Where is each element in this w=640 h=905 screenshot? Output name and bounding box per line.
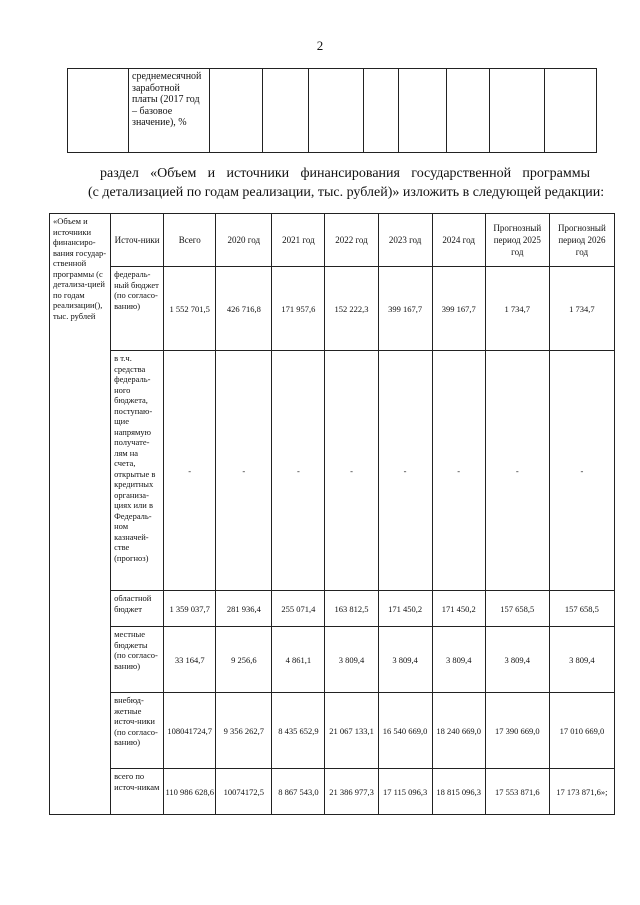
intro-line-1: раздел «Объем и источники финансирования государственной программы [100,166,590,181]
top-cell-empty [210,69,263,153]
value-cell: 18 815 096,3 [432,769,485,815]
col-header-total: Всего [164,214,216,267]
value-cell: - [378,351,432,591]
table-row-total [50,769,615,815]
value-cell: 399 167,7 [378,267,432,351]
value-cell: 426 716,8 [216,267,272,351]
value-cell: 10074172,5 [216,769,272,815]
value-cell: 108041724,7 [164,693,216,769]
indicator-table-fragment [67,68,597,153]
value-cell: 21 386 977,3 [325,769,378,815]
col-header-2025-forecast: Прогнозный период 2025 год [485,214,549,267]
value-cell: 3 809,4 [549,627,614,693]
value-cell: 255 071,4 [272,591,325,627]
value-cell: 3 809,4 [432,627,485,693]
source-label: внебюд-жетные источ-ники (по согласо-ванию) [111,693,164,769]
value-cell: 16 540 669,0 [378,693,432,769]
value-cell: 17 173 871,6»; [549,769,614,815]
value-cell: 171 957,6 [272,267,325,351]
value-cell: 18 240 669,0 [432,693,485,769]
top-cell-empty [490,69,545,153]
top-cell-empty [545,69,597,153]
value-cell: - [432,351,485,591]
indicator-text: среднемесячной заработной платы (2017 год – базовое значение), % [129,69,210,153]
value-cell: - [549,351,614,591]
value-cell: 9 256,6 [216,627,272,693]
financing-table [49,213,615,815]
value-cell: 1 734,7 [485,267,549,351]
table-row-regional [50,591,615,627]
top-cell-empty [399,69,447,153]
table-row-federal-direct [50,351,615,591]
value-cell: 110 986 628,6 [164,769,216,815]
value-cell: 157 658,5 [485,591,549,627]
value-cell: 21 067 133,1 [325,693,378,769]
value-cell: 3 809,4 [325,627,378,693]
source-label: федераль-ный бюджет (по согласо-ванию) [111,267,164,351]
top-cell-empty [263,69,309,153]
value-cell: 281 936,4 [216,591,272,627]
value-cell: - [325,351,378,591]
value-cell: 171 450,2 [378,591,432,627]
value-cell: 163 812,5 [325,591,378,627]
value-cell: 8 867 543,0 [272,769,325,815]
intro-line-2: (с детализацией по годам реализации, тыс. рублей)» изложить в следующей редакции: [88,185,605,200]
value-cell: 399 167,7 [432,267,485,351]
col-header-2023: 2023 год [378,214,432,267]
financing-row-label: «Объем и источники финансиро-вания государ-ственной программы (с детализа-цией по годам реализации(), тыс. рублей [50,214,111,815]
col-header-2022: 2022 год [325,214,378,267]
intro-paragraph [60,164,605,202]
value-cell: - [164,351,216,591]
table-row-extrabudgetary [50,693,615,769]
top-cell-empty [68,69,129,153]
value-cell: 3 809,4 [485,627,549,693]
value-cell: - [272,351,325,591]
table-row-local [50,627,615,693]
col-header-2026-forecast: Прогнозный период 2026 год [549,214,614,267]
value-cell: 17 553 871,6 [485,769,549,815]
page-number: 2 [316,38,324,53]
source-label: областной бюджет [111,591,164,627]
value-cell: 1 734,7 [549,267,614,351]
col-header-2020: 2020 год [216,214,272,267]
source-label: всего по источ-никам [111,769,164,815]
value-cell: 3 809,4 [378,627,432,693]
value-cell: - [216,351,272,591]
top-cell-empty [309,69,364,153]
col-header-sources: Источ-ники [111,214,164,267]
value-cell: 17 390 669,0 [485,693,549,769]
value-cell: 157 658,5 [549,591,614,627]
value-cell: 1 552 701,5 [164,267,216,351]
value-cell: 33 164,7 [164,627,216,693]
value-cell: 171 450,2 [432,591,485,627]
table-row-federal [50,267,615,351]
col-header-2021: 2021 год [272,214,325,267]
source-label: местные бюджеты (по согласо-ванию) [111,627,164,693]
value-cell: 1 359 037,7 [164,591,216,627]
col-header-2024: 2024 год [432,214,485,267]
value-cell: 17 115 096,3 [378,769,432,815]
source-label: в т.ч. средства федераль-ного бюджета, поступаю-щие напрямую получате-лям на счета, открытые в кредитных организа-циях или в Федераль-ном казначей-стве (прогноз) [111,351,164,591]
top-cell-empty [364,69,399,153]
value-cell: 17 010 669,0 [549,693,614,769]
top-cell-empty [447,69,490,153]
value-cell: 152 222,3 [325,267,378,351]
value-cell: 4 861,1 [272,627,325,693]
value-cell: - [485,351,549,591]
value-cell: 8 435 652,9 [272,693,325,769]
value-cell: 9 356 262,7 [216,693,272,769]
